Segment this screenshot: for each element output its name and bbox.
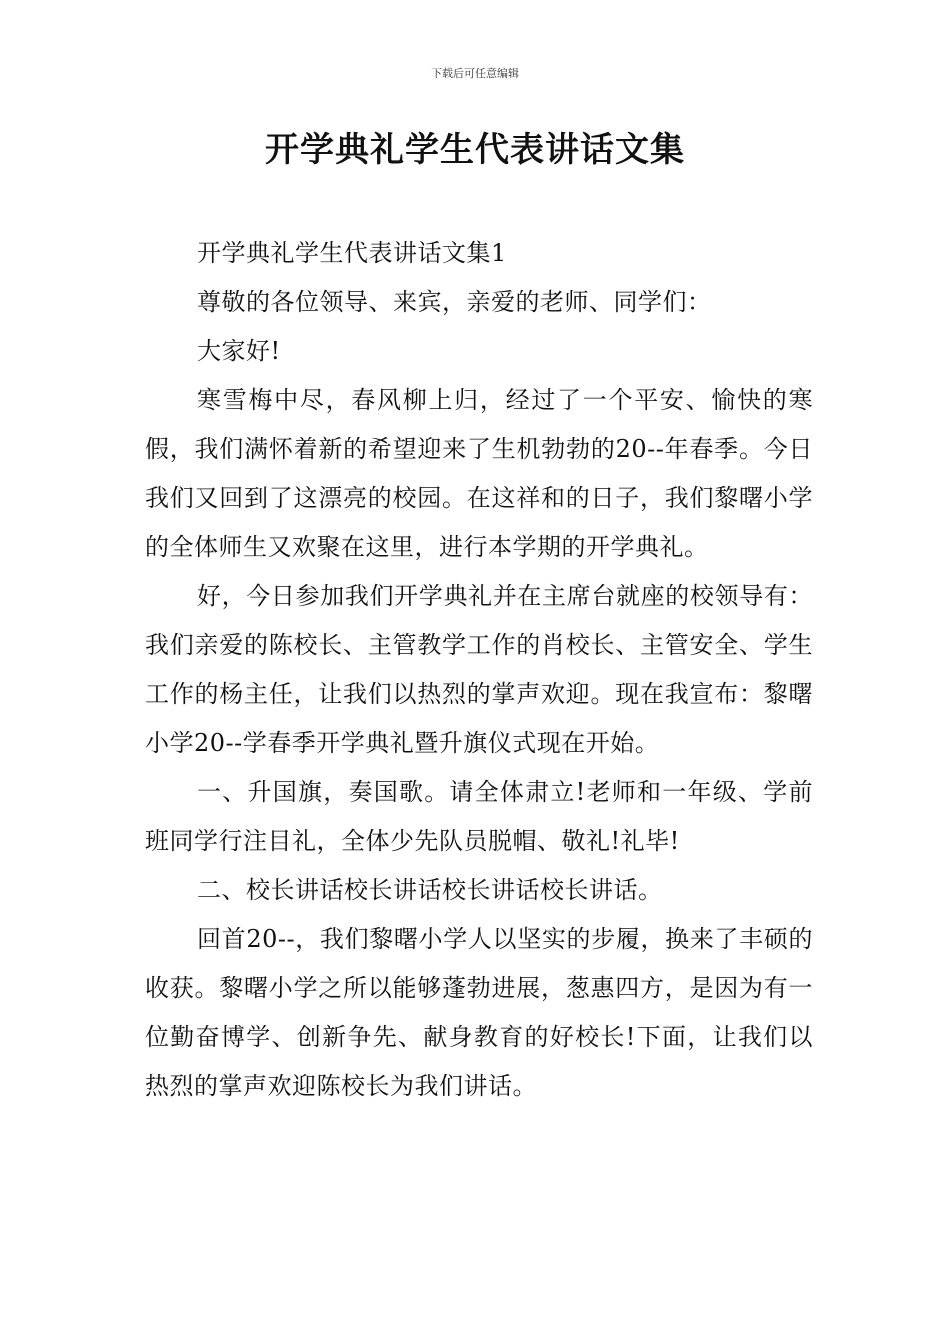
paragraph-salutation: 尊敬的各位领导、来宾，亲爱的老师、同学们： [197, 288, 712, 316]
document-body [145, 229, 813, 1111]
paragraph-introduction: 好，今日参加我们开学典礼并在主席台就座的校领导有：我们亲爱的陈校长、主管教学工作的肖校长、主管安全、学生工作的杨主任，让我们以热烈的掌声欢迎。现在我宣布：黎曙小学20--学春季开学典礼暨升旗仪式现在开始。 [145, 582, 813, 757]
paragraph-principal-speech: 二、校长讲话校长讲话校长讲话校长讲话。 [197, 876, 663, 904]
document-title: 开学典礼学生代表讲话文集 [265, 130, 685, 170]
paragraph-subtitle: 开学典礼学生代表讲话文集1 [197, 239, 507, 267]
paragraph-greeting: 大家好! [197, 337, 281, 365]
paragraph-review: 回首20--，我们黎曙小学人以坚实的步履，换来了丰硕的收获。黎曙小学之所以能够蓬勃进展，葱惠四方，是因为有一位勤奋博学、创新争先、献身教育的好校长!下面，让我们以热烈的掌声欢迎陈校长为我们讲话。 [145, 925, 813, 1100]
header-note: 下载后可任意编辑 [431, 67, 519, 80]
paragraph-flag-ceremony: 一、升国旗，奏国歌。请全体肃立!老师和一年级、学前班同学行注目礼，全体少先队员脱帽、敬礼!礼毕! [145, 778, 813, 855]
paragraph-opening: 寒雪梅中尽，春风柳上归，经过了一个平安、愉快的寒假，我们满怀着新的希望迎来了生机勃勃的20--年春季。今日我们又回到了这漂亮的校园。在这祥和的日子，我们黎曙小学的全体师生又欢聚在这里，进行本学期的开学典礼。 [145, 386, 813, 561]
